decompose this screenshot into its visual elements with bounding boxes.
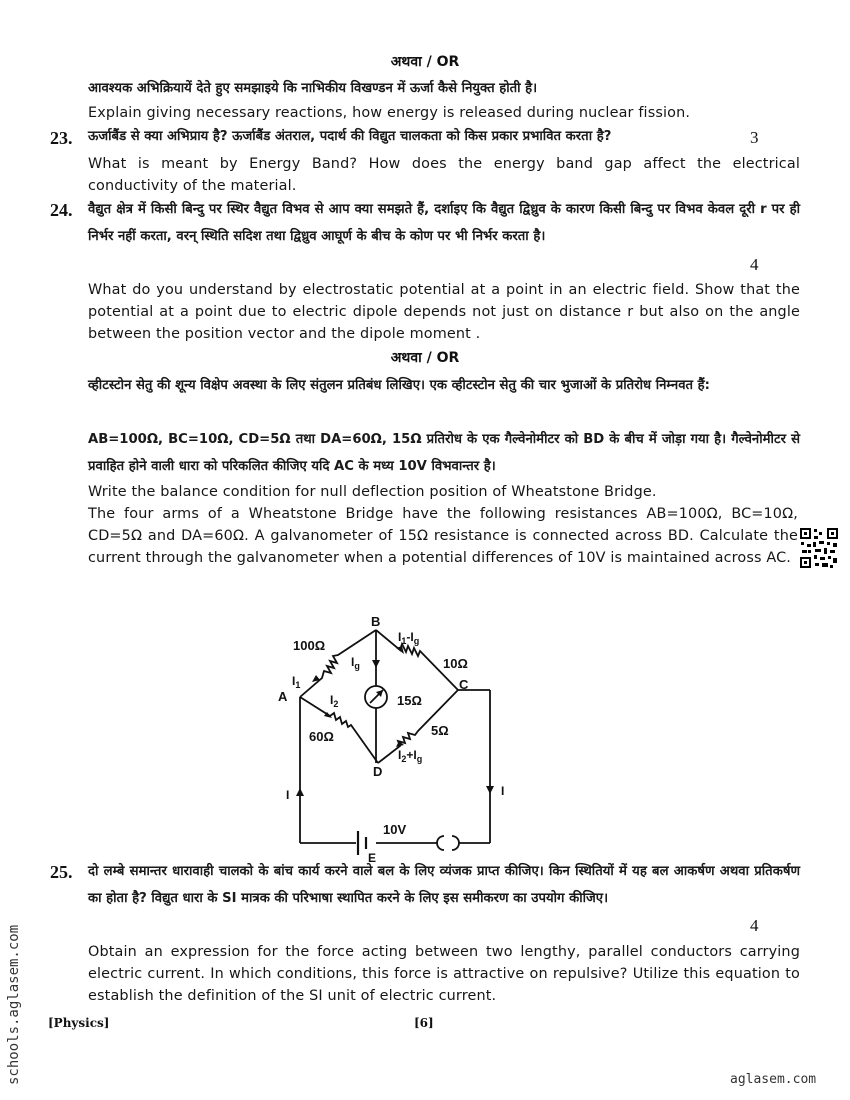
q24-or-hindi-2: AB=100Ω, BC=10Ω, CD=5Ω तथा DA=60Ω, 15Ω प्रतिरोध के एक गैल्वेनोमीटर को BD के बीच में जोड़ा गया है। गैल्वेनोमीटर से प्रवाहित होने वाली धारा को परिकलित कीजिए यदि AC के मध्य 10V विभवान्तर है। bbox=[88, 432, 800, 474]
footer-subject: [Physics] bbox=[48, 1016, 110, 1030]
resistor-bc-label: 10Ω bbox=[443, 656, 468, 671]
resistor-cd-label: 5Ω bbox=[431, 723, 449, 738]
q22-or-hindi: आवश्यक अभिक्रियायें देते हुए समझाइये कि नाभिकीय विखण्डन में ऊर्जा कैसे नियुक्त होती है। bbox=[88, 81, 538, 96]
current-i2-label: $I_2$ bbox=[330, 693, 339, 709]
node-c-label: C bbox=[459, 677, 469, 692]
galvanometer-resistance-label: 15Ω bbox=[397, 693, 422, 708]
q25-hindi: दो लम्बे समान्तर धारावाही चालको के बांच कार्य करने वाले बल के लिए व्यंजक प्राप्त कीजिए। किन स्थितियों में यह बल आकर्षण अथवा प्रतिकर्षण का होता है? विद्युत धारा के SI मात्रक की परिभाषा स्थापित करने के लिए इस समीकरण का उपयोग कीजिए। bbox=[88, 864, 800, 906]
q24-marks: 4 bbox=[750, 255, 759, 274]
current-i1-minus-ig-label: $I_1-I_g$ bbox=[398, 630, 420, 646]
node-e-label: E bbox=[368, 851, 377, 865]
resistor-ab-label: 100Ω bbox=[293, 638, 326, 653]
bottom-watermark: aglasem.com bbox=[730, 1072, 817, 1087]
or-divider-2: अथवा / OR bbox=[390, 350, 460, 366]
footer-page-number: [6] bbox=[414, 1016, 434, 1030]
q25-marks: 4 bbox=[750, 916, 759, 935]
current-i2-plus-ig-label: $I_2+I_g$ bbox=[398, 748, 423, 764]
node-d-label: D bbox=[373, 764, 383, 779]
q25-english: Obtain an expression for the force acting between two lengthy, parallel conductors carrying electric current. In which conditions, this force is attractive on repulsive? Utilize this equation to establish the definition of the SI unit of electric current. bbox=[88, 944, 800, 1004]
q22-or-english: Explain giving necessary reactions, how energy is released during nuclear fission. bbox=[88, 105, 691, 121]
q23-hindi: ऊर्जाबैंड से क्या अभिप्राय है? ऊर्जाबैंड अंतराल, पदार्थ की विद्युत चालकता को किस प्रकार प्रभावित करता है? bbox=[88, 129, 612, 144]
or-divider: अथवा / OR bbox=[390, 54, 460, 70]
current-i-left-label: I bbox=[286, 788, 290, 802]
current-i-right-label: I bbox=[501, 784, 505, 798]
q24-or-hindi-1: व्हीटस्टोन सेतु की शून्य विक्षेप अवस्था के लिए संतुलन प्रतिबंध लिखिए। एक व्हीटस्टोन सेतु की चार भुजाओं के प्रतिरोध निम्नवत हैं: bbox=[88, 378, 710, 393]
q24-hindi: वैद्युत क्षेत्र में किसी बिन्दु पर स्थिर वैद्युत विभव से आप क्या समझते हैं, दर्शाइए कि वैद्युत द्विध्रुव के कारण किसी बिन्दु पर विभव केवल दूरी r पर ही निर्भर नहीं करता, वरन् स्थिति सदिश तथा द्विध्रुव आघूर्ण के बीच के कोण पर भी निर्भर करता है। bbox=[88, 202, 800, 244]
q24-number: 24. bbox=[50, 200, 73, 220]
side-watermark: schools.aglasem.com bbox=[6, 924, 22, 1085]
node-a-label: A bbox=[278, 689, 288, 704]
current-i1-label: $I_1$ bbox=[292, 674, 301, 690]
node-b-label: B bbox=[371, 614, 381, 629]
q23-marks: 3 bbox=[750, 128, 759, 147]
current-ig-label: $I_g$ bbox=[351, 655, 360, 671]
battery-voltage-label: 10V bbox=[383, 822, 407, 837]
q24-or-english-1: Write the balance condition for null deflection position of Wheatstone Bridge. bbox=[88, 484, 657, 500]
q23-number: 23. bbox=[50, 128, 73, 148]
q24-or-english-2: The four arms of a Wheatstone Bridge have the following resistances AB=100Ω, BC=10Ω, CD=5Ω and DA=60Ω. A galvanometer of 15Ω resistance is connected across BD. Calculate the current through the galvanometer when a potential differences of 10V is maintained across AC. bbox=[88, 506, 798, 566]
q25-number: 25. bbox=[50, 862, 73, 882]
q24-english: What do you understand by electrostatic potential at a point in an electric field. Show that the potential at a point due to electric dipole depends not just on distance r but also on the angle between the position vector and the dipole moment . bbox=[88, 282, 800, 342]
q23-english: What is meant by Energy Band? How does the energy band gap affect the electrical conductivity of the material. bbox=[88, 156, 800, 194]
resistor-da-label: 60Ω bbox=[309, 729, 334, 744]
